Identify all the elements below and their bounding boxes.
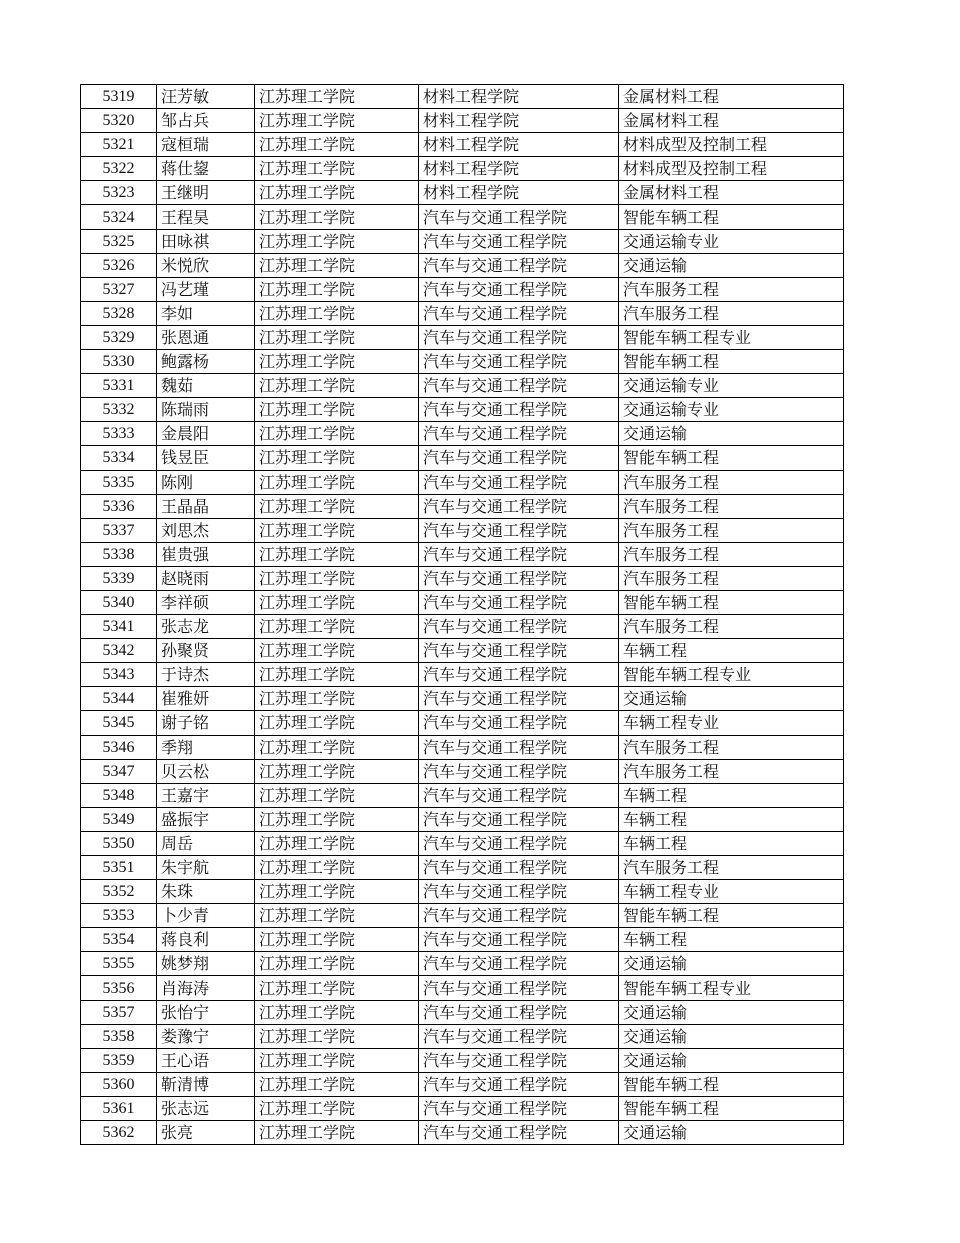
row-number-cell: 5324 (81, 205, 157, 229)
table-row (81, 277, 844, 301)
row-number-cell: 5340 (81, 590, 157, 614)
roster-table (80, 84, 844, 1145)
table-row (81, 446, 844, 470)
college-cell: 汽车与交通工程学院 (419, 783, 619, 807)
college-cell: 汽车与交通工程学院 (419, 663, 619, 687)
major-cell: 汽车服务工程 (619, 856, 844, 880)
table-row (81, 639, 844, 663)
student-name-cell: 蒋良利 (157, 928, 255, 952)
row-number-cell: 5338 (81, 542, 157, 566)
row-number-cell: 5321 (81, 133, 157, 157)
major-cell: 汽车服务工程 (619, 470, 844, 494)
major-cell: 车辆工程专业 (619, 880, 844, 904)
major-cell: 交通运输 (619, 1000, 844, 1024)
row-number-cell: 5348 (81, 783, 157, 807)
major-cell: 交通运输专业 (619, 398, 844, 422)
row-number-cell: 5344 (81, 687, 157, 711)
row-number-cell: 5343 (81, 663, 157, 687)
table-row (81, 976, 844, 1000)
row-number-cell: 5352 (81, 880, 157, 904)
university-cell: 江苏理工学院 (255, 783, 419, 807)
table-row (81, 1048, 844, 1072)
university-cell: 江苏理工学院 (255, 880, 419, 904)
student-name-cell: 刘思杰 (157, 518, 255, 542)
college-cell: 汽车与交通工程学院 (419, 301, 619, 325)
major-cell: 汽车服务工程 (619, 735, 844, 759)
table-row (81, 253, 844, 277)
college-cell: 汽车与交通工程学院 (419, 446, 619, 470)
major-cell: 汽车服务工程 (619, 518, 844, 542)
table-row (81, 398, 844, 422)
major-cell: 金属材料工程 (619, 181, 844, 205)
university-cell: 江苏理工学院 (255, 566, 419, 590)
student-name-cell: 鲍露杨 (157, 350, 255, 374)
university-cell: 江苏理工学院 (255, 904, 419, 928)
student-name-cell: 李如 (157, 301, 255, 325)
university-cell: 江苏理工学院 (255, 518, 419, 542)
college-cell: 汽车与交通工程学院 (419, 928, 619, 952)
university-cell: 江苏理工学院 (255, 711, 419, 735)
university-cell: 江苏理工学院 (255, 952, 419, 976)
student-name-cell: 崔雅妍 (157, 687, 255, 711)
major-cell: 智能车辆工程 (619, 350, 844, 374)
university-cell: 江苏理工学院 (255, 759, 419, 783)
major-cell: 交通运输专业 (619, 374, 844, 398)
row-number-cell: 5327 (81, 277, 157, 301)
college-cell: 汽车与交通工程学院 (419, 494, 619, 518)
student-name-cell: 李祥硕 (157, 590, 255, 614)
student-name-cell: 盛振宇 (157, 807, 255, 831)
row-number-cell: 5323 (81, 181, 157, 205)
university-cell: 江苏理工学院 (255, 157, 419, 181)
university-cell: 江苏理工学院 (255, 590, 419, 614)
student-name-cell: 王继明 (157, 181, 255, 205)
college-cell: 汽车与交通工程学院 (419, 277, 619, 301)
college-cell: 汽车与交通工程学院 (419, 880, 619, 904)
table-row (81, 590, 844, 614)
student-name-cell: 王嘉宇 (157, 783, 255, 807)
row-number-cell: 5336 (81, 494, 157, 518)
student-name-cell: 田咏祺 (157, 229, 255, 253)
major-cell: 车辆工程 (619, 639, 844, 663)
university-cell: 江苏理工学院 (255, 663, 419, 687)
major-cell: 金属材料工程 (619, 109, 844, 133)
row-number-cell: 5355 (81, 952, 157, 976)
college-cell: 汽车与交通工程学院 (419, 229, 619, 253)
table-row (81, 181, 844, 205)
college-cell: 汽车与交通工程学院 (419, 350, 619, 374)
university-cell: 江苏理工学院 (255, 133, 419, 157)
row-number-cell: 5319 (81, 85, 157, 109)
university-cell: 江苏理工学院 (255, 374, 419, 398)
row-number-cell: 5322 (81, 157, 157, 181)
university-cell: 江苏理工学院 (255, 687, 419, 711)
college-cell: 汽车与交通工程学院 (419, 759, 619, 783)
table-row (81, 109, 844, 133)
university-cell: 江苏理工学院 (255, 976, 419, 1000)
row-number-cell: 5353 (81, 904, 157, 928)
row-number-cell: 5354 (81, 928, 157, 952)
student-name-cell: 张恩通 (157, 325, 255, 349)
college-cell: 汽车与交通工程学院 (419, 590, 619, 614)
major-cell: 交通运输 (619, 687, 844, 711)
major-cell: 汽车服务工程 (619, 615, 844, 639)
student-name-cell: 谢子铭 (157, 711, 255, 735)
major-cell: 汽车服务工程 (619, 494, 844, 518)
row-number-cell: 5345 (81, 711, 157, 735)
row-number-cell: 5359 (81, 1048, 157, 1072)
student-name-cell: 蒋仕鋆 (157, 157, 255, 181)
roster-table-body (81, 85, 844, 1145)
university-cell: 江苏理工学院 (255, 277, 419, 301)
university-cell: 江苏理工学院 (255, 807, 419, 831)
college-cell: 汽车与交通工程学院 (419, 566, 619, 590)
major-cell: 交通运输 (619, 422, 844, 446)
row-number-cell: 5334 (81, 446, 157, 470)
table-row (81, 1121, 844, 1145)
table-row (81, 952, 844, 976)
student-name-cell: 寇桓瑞 (157, 133, 255, 157)
student-name-cell: 张怡宁 (157, 1000, 255, 1024)
major-cell: 交通运输 (619, 1121, 844, 1145)
table-row (81, 85, 844, 109)
student-name-cell: 周岳 (157, 831, 255, 855)
major-cell: 汽车服务工程 (619, 301, 844, 325)
college-cell: 汽车与交通工程学院 (419, 374, 619, 398)
college-cell: 汽车与交通工程学院 (419, 1072, 619, 1096)
row-number-cell: 5330 (81, 350, 157, 374)
row-number-cell: 5342 (81, 639, 157, 663)
major-cell: 交通运输 (619, 253, 844, 277)
university-cell: 江苏理工学院 (255, 181, 419, 205)
college-cell: 汽车与交通工程学院 (419, 253, 619, 277)
student-name-cell: 冯艺瑾 (157, 277, 255, 301)
row-number-cell: 5358 (81, 1024, 157, 1048)
table-row (81, 566, 844, 590)
table-row (81, 783, 844, 807)
university-cell: 江苏理工学院 (255, 1000, 419, 1024)
major-cell: 材料成型及控制工程 (619, 157, 844, 181)
major-cell: 车辆工程专业 (619, 711, 844, 735)
row-number-cell: 5349 (81, 807, 157, 831)
row-number-cell: 5333 (81, 422, 157, 446)
student-name-cell: 魏茹 (157, 374, 255, 398)
student-name-cell: 崔贵强 (157, 542, 255, 566)
student-name-cell: 钱昱臣 (157, 446, 255, 470)
table-row (81, 856, 844, 880)
table-row (81, 374, 844, 398)
major-cell: 材料成型及控制工程 (619, 133, 844, 157)
major-cell: 车辆工程 (619, 783, 844, 807)
university-cell: 江苏理工学院 (255, 422, 419, 446)
college-cell: 汽车与交通工程学院 (419, 687, 619, 711)
college-cell: 汽车与交通工程学院 (419, 615, 619, 639)
student-name-cell: 于诗杰 (157, 663, 255, 687)
college-cell: 汽车与交通工程学院 (419, 952, 619, 976)
college-cell: 汽车与交通工程学院 (419, 1024, 619, 1048)
university-cell: 江苏理工学院 (255, 542, 419, 566)
college-cell: 汽车与交通工程学院 (419, 976, 619, 1000)
college-cell: 汽车与交通工程学院 (419, 1000, 619, 1024)
college-cell: 汽车与交通工程学院 (419, 542, 619, 566)
college-cell: 汽车与交通工程学院 (419, 856, 619, 880)
table-row (81, 301, 844, 325)
table-row (81, 904, 844, 928)
college-cell: 汽车与交通工程学院 (419, 398, 619, 422)
university-cell: 江苏理工学院 (255, 1024, 419, 1048)
major-cell: 汽车服务工程 (619, 542, 844, 566)
university-cell: 江苏理工学院 (255, 253, 419, 277)
student-name-cell: 卜少青 (157, 904, 255, 928)
table-row (81, 1000, 844, 1024)
major-cell: 交通运输 (619, 1024, 844, 1048)
student-name-cell: 孙聚贤 (157, 639, 255, 663)
row-number-cell: 5326 (81, 253, 157, 277)
table-row (81, 928, 844, 952)
table-row (81, 229, 844, 253)
university-cell: 江苏理工学院 (255, 350, 419, 374)
college-cell: 材料工程学院 (419, 133, 619, 157)
row-number-cell: 5361 (81, 1096, 157, 1120)
student-name-cell: 王心语 (157, 1048, 255, 1072)
major-cell: 汽车服务工程 (619, 277, 844, 301)
table-row (81, 422, 844, 446)
student-name-cell: 姚梦翔 (157, 952, 255, 976)
student-name-cell: 张志远 (157, 1096, 255, 1120)
college-cell: 汽车与交通工程学院 (419, 831, 619, 855)
roster-sheet (80, 84, 843, 1145)
row-number-cell: 5320 (81, 109, 157, 133)
table-row (81, 1096, 844, 1120)
college-cell: 汽车与交通工程学院 (419, 735, 619, 759)
major-cell: 汽车服务工程 (619, 759, 844, 783)
student-name-cell: 赵晓雨 (157, 566, 255, 590)
college-cell: 材料工程学院 (419, 109, 619, 133)
college-cell: 材料工程学院 (419, 181, 619, 205)
student-name-cell: 王程昊 (157, 205, 255, 229)
university-cell: 江苏理工学院 (255, 325, 419, 349)
college-cell: 汽车与交通工程学院 (419, 904, 619, 928)
student-name-cell: 贝云松 (157, 759, 255, 783)
table-row (81, 807, 844, 831)
student-name-cell: 陈瑞雨 (157, 398, 255, 422)
major-cell: 智能车辆工程 (619, 1072, 844, 1096)
table-row (81, 518, 844, 542)
student-name-cell: 肖海涛 (157, 976, 255, 1000)
row-number-cell: 5339 (81, 566, 157, 590)
university-cell: 江苏理工学院 (255, 205, 419, 229)
row-number-cell: 5328 (81, 301, 157, 325)
university-cell: 江苏理工学院 (255, 301, 419, 325)
major-cell: 交通运输 (619, 1048, 844, 1072)
university-cell: 江苏理工学院 (255, 639, 419, 663)
university-cell: 江苏理工学院 (255, 398, 419, 422)
row-number-cell: 5325 (81, 229, 157, 253)
table-row (81, 157, 844, 181)
university-cell: 江苏理工学院 (255, 446, 419, 470)
row-number-cell: 5351 (81, 856, 157, 880)
row-number-cell: 5332 (81, 398, 157, 422)
table-row (81, 542, 844, 566)
student-name-cell: 靳清博 (157, 1072, 255, 1096)
table-row (81, 735, 844, 759)
row-number-cell: 5335 (81, 470, 157, 494)
table-row (81, 687, 844, 711)
major-cell: 交通运输 (619, 952, 844, 976)
student-name-cell: 张亮 (157, 1121, 255, 1145)
university-cell: 江苏理工学院 (255, 470, 419, 494)
major-cell: 智能车辆工程专业 (619, 976, 844, 1000)
row-number-cell: 5341 (81, 615, 157, 639)
college-cell: 汽车与交通工程学院 (419, 1048, 619, 1072)
table-row (81, 350, 844, 374)
student-name-cell: 米悦欣 (157, 253, 255, 277)
student-name-cell: 朱宇航 (157, 856, 255, 880)
college-cell: 汽车与交通工程学院 (419, 422, 619, 446)
university-cell: 江苏理工学院 (255, 494, 419, 518)
major-cell: 智能车辆工程 (619, 1096, 844, 1120)
table-row (81, 831, 844, 855)
student-name-cell: 王晶晶 (157, 494, 255, 518)
college-cell: 汽车与交通工程学院 (419, 639, 619, 663)
major-cell: 交通运输专业 (619, 229, 844, 253)
student-name-cell: 汪芳敏 (157, 85, 255, 109)
college-cell: 汽车与交通工程学院 (419, 1121, 619, 1145)
college-cell: 汽车与交通工程学院 (419, 325, 619, 349)
university-cell: 江苏理工学院 (255, 856, 419, 880)
student-name-cell: 朱珠 (157, 880, 255, 904)
row-number-cell: 5350 (81, 831, 157, 855)
student-name-cell: 娄豫宁 (157, 1024, 255, 1048)
university-cell: 江苏理工学院 (255, 615, 419, 639)
college-cell: 材料工程学院 (419, 157, 619, 181)
college-cell: 汽车与交通工程学院 (419, 1096, 619, 1120)
university-cell: 江苏理工学院 (255, 1048, 419, 1072)
major-cell: 智能车辆工程 (619, 446, 844, 470)
major-cell: 智能车辆工程 (619, 904, 844, 928)
student-name-cell: 季翔 (157, 735, 255, 759)
major-cell: 车辆工程 (619, 831, 844, 855)
university-cell: 江苏理工学院 (255, 735, 419, 759)
student-name-cell: 金晨阳 (157, 422, 255, 446)
student-name-cell: 张志龙 (157, 615, 255, 639)
table-row (81, 663, 844, 687)
row-number-cell: 5356 (81, 976, 157, 1000)
university-cell: 江苏理工学院 (255, 1096, 419, 1120)
table-row (81, 759, 844, 783)
college-cell: 汽车与交通工程学院 (419, 470, 619, 494)
major-cell: 车辆工程 (619, 928, 844, 952)
college-cell: 汽车与交通工程学院 (419, 807, 619, 831)
table-row (81, 494, 844, 518)
table-row (81, 711, 844, 735)
university-cell: 江苏理工学院 (255, 928, 419, 952)
university-cell: 江苏理工学院 (255, 1072, 419, 1096)
university-cell: 江苏理工学院 (255, 1121, 419, 1145)
major-cell: 智能车辆工程 (619, 205, 844, 229)
table-row (81, 1072, 844, 1096)
major-cell: 金属材料工程 (619, 85, 844, 109)
student-name-cell: 陈刚 (157, 470, 255, 494)
row-number-cell: 5346 (81, 735, 157, 759)
row-number-cell: 5329 (81, 325, 157, 349)
major-cell: 智能车辆工程专业 (619, 325, 844, 349)
major-cell: 车辆工程 (619, 807, 844, 831)
row-number-cell: 5337 (81, 518, 157, 542)
major-cell: 智能车辆工程专业 (619, 663, 844, 687)
row-number-cell: 5347 (81, 759, 157, 783)
row-number-cell: 5331 (81, 374, 157, 398)
college-cell: 汽车与交通工程学院 (419, 711, 619, 735)
university-cell: 江苏理工学院 (255, 831, 419, 855)
table-row (81, 615, 844, 639)
major-cell: 汽车服务工程 (619, 566, 844, 590)
table-row (81, 133, 844, 157)
university-cell: 江苏理工学院 (255, 229, 419, 253)
student-name-cell: 邹占兵 (157, 109, 255, 133)
university-cell: 江苏理工学院 (255, 109, 419, 133)
table-row (81, 880, 844, 904)
row-number-cell: 5362 (81, 1121, 157, 1145)
college-cell: 材料工程学院 (419, 85, 619, 109)
row-number-cell: 5360 (81, 1072, 157, 1096)
table-row (81, 205, 844, 229)
college-cell: 汽车与交通工程学院 (419, 518, 619, 542)
table-row (81, 325, 844, 349)
table-row (81, 470, 844, 494)
college-cell: 汽车与交通工程学院 (419, 205, 619, 229)
major-cell: 智能车辆工程 (619, 590, 844, 614)
table-row (81, 1024, 844, 1048)
university-cell: 江苏理工学院 (255, 85, 419, 109)
row-number-cell: 5357 (81, 1000, 157, 1024)
